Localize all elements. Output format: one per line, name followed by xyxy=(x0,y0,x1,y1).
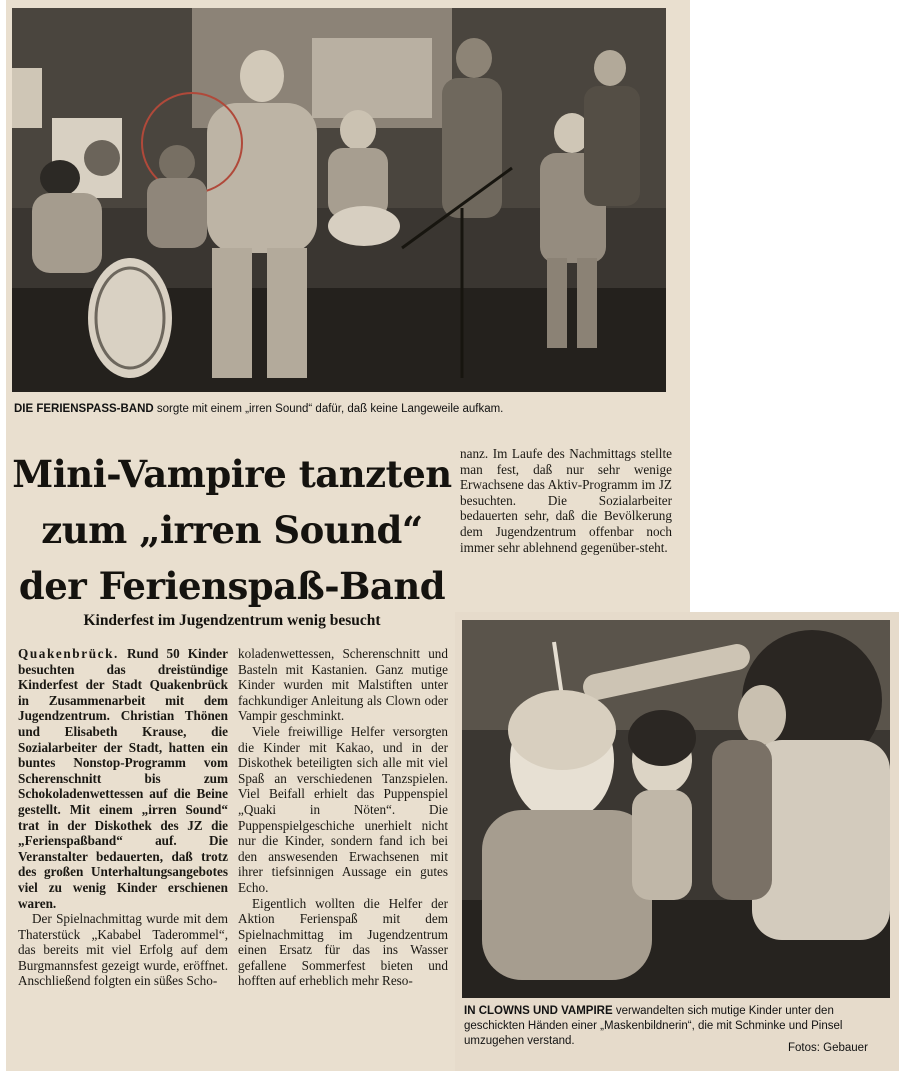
top-caption-lead: DIE FERIENSPASS-BAND xyxy=(14,403,154,415)
bottom-caption-text: verwandelten sich mutige Kinder unter den geschickten Händen einer „Maskenbildnerin“, die mit Schminke und Pinsel umzugehen verstand. xyxy=(464,1005,843,1047)
article-column-3 xyxy=(460,446,672,555)
face-painting-photo xyxy=(462,620,890,998)
headline-line-2: zum „irren Sound“ xyxy=(41,508,423,552)
article-paragraph-2: Der Spielnachmittag wurde mit dem Thaterstück „Kababel Taderommel“, das bereits mit viel Erfolg auf dem Burgmannsfest gezeigt wurde, eröffnet. Anschließend folgten ein süßes Scho- xyxy=(18,911,228,989)
photo-credit: Fotos: Gebauer xyxy=(788,1042,868,1054)
subheadline: Kinderfest im Jugendzentrum wenig besucht xyxy=(83,612,381,629)
article-paragraph-4: Viele freiwillige Helfer versorgten die Kinder mit Kakao, und in der Diskothek beteiligten sich alle mit viel Spaß an verschiedenen Tanzspielen. Viel Beifall erhielt das Puppenspiel „Quaki in Nöten“. Die Puppenspielgeschiche unerhielt nicht nur die Kinder, sondern fand ich bei den answesenden Erwachsenen mit ihrer tiefsinnigen Aussage ein gutes Echo. xyxy=(238,723,448,895)
top-caption-text: sorgte mit einem „irren Sound“ dafür, daß keine Langeweile aufkam. xyxy=(153,403,504,415)
top-photo-caption xyxy=(14,402,674,417)
article-column-1 xyxy=(18,646,228,989)
article-paragraph-3: koladenwettessen, Scherenschnitt und Basteln mit Kastanien. Ganz mutige Kinder wurden mit Malstiften unter fachkundiger Anleitung als Clown oder Vampir geschminkt. xyxy=(238,646,448,724)
headline xyxy=(12,446,452,614)
article-paragraph-6: nanz. Im Laufe des Nachmittags stellte man fest, daß nur sehr wenige Erwachsene das Aktiv-Programm im JZ besuchten. Die Sozialarbeiter bedauerten sehr, daß die Bevölkerung dem Jugendzentrum offenbar noch immer sehr ablehnend gegenüber-steht. xyxy=(460,446,672,555)
article-paragraph-5: Eigentlich wollten die Helfer der Aktion Ferienspaß mit dem Spielnachmittag im Jugendzentrum einen Ersatz für das ins Wasser gefallene Sommerfest bieten und hofften auf erheblich mehr Reso- xyxy=(238,895,448,989)
bottom-caption-lead: IN CLOWNS UND VAMPIRE xyxy=(464,1005,613,1017)
band-photo xyxy=(12,8,666,392)
article-column-2 xyxy=(238,646,448,989)
dateline: Quakenbrück. xyxy=(18,646,119,661)
headline-line-3: der Ferienspaß-Band xyxy=(18,564,446,608)
article-lead: Rund 50 Kinder besuchten das dreistündige Kinderfest der Stadt Quakenbrück in Zusammenarbeit mit dem Jugendzentrum. Christian Thönen und Elisabeth Krause, die Sozialarbeiter der Stadt, hatten ein buntes Nonstop-Programm vom Scherenschnitt bis zum Schokoladenwettessen auf die Beine gestellt. Mit einem „irren Sound“ trat in der Diskothek des JZ die „Ferienspaßband“ auf. Die Veranstalter bedauerten, daß trotz des großen Unterhaltungsangebotes viel zu wenig Kinder erschienen waren. xyxy=(18,646,228,911)
headline-line-1: Mini-Vampire tanzten xyxy=(12,452,452,496)
